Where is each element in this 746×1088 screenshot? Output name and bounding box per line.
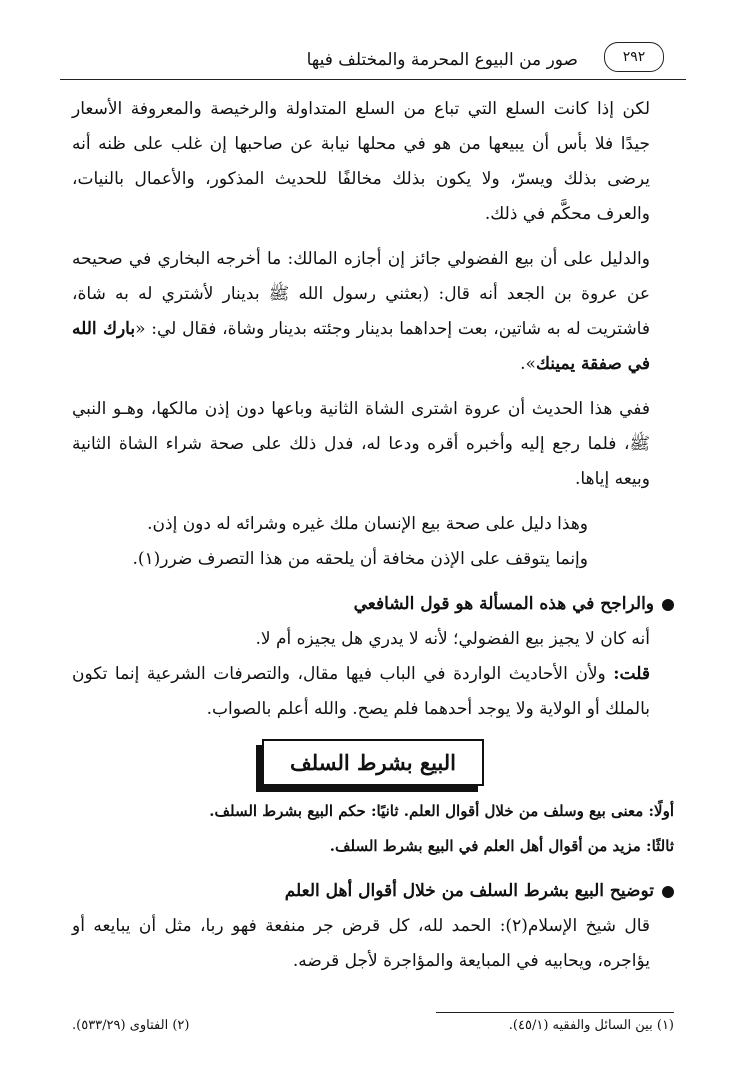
paragraph-5: وإنما يتوقف على الإذن مخافة أن يلحقه من هذا التصرف ضرر(١). bbox=[132, 549, 588, 569]
bullet-heading-1-text: والراجح في هذه المسألة هو قول الشافعي bbox=[353, 594, 654, 614]
paragraph-8: قال شيخ الإسلام(٢): الحمد لله، كل قرض جر منفعة فهو ربا، مثل أن يبايعه أو يؤاجره، ويحابيه في المبايعة والمؤاجرة لأجل قرضه. bbox=[72, 916, 651, 971]
bullet-icon bbox=[662, 599, 674, 611]
footnote-rule bbox=[436, 1012, 674, 1013]
footnotes bbox=[72, 1018, 674, 1033]
bullet-heading-1 bbox=[72, 587, 674, 622]
paragraph-7 bbox=[72, 657, 674, 727]
toc-line-1: أولًا: معنى بيع وسلف من خلال أقوال العلم. ثانيًا: حكم البيع بشرط السلف. bbox=[209, 802, 674, 820]
paragraph-2-lead: والدليل على أن بيع الفضولي جائز إن أجازه المالك: ما أخرجه البخاري في صحيحه عن عروة بن الجعد أنه قال: (بعثني رسول الله ﷺ بدينار لأشتري له به شاة، فاشتريت له به شاتين، بعت إحداهما بدينار وجئته بدينار وشاة، فقال لي: « bbox=[72, 249, 650, 339]
paragraph-2-tail: ». bbox=[520, 354, 536, 374]
hadith-quote: بارك الله في صفقة يمينك bbox=[72, 319, 650, 374]
bullet-icon bbox=[662, 886, 674, 898]
section-heading-wrap bbox=[72, 739, 674, 786]
paragraph-1: لكن إذا كانت السلع التي تباع من السلع المتداولة والرخيصة والمعروفة الأسعار جيدًا فلا بأس أن يبيعها من هو في محلها نيابة عن صاحبها إن غلب على ظنه أنه يرضى بذلك ويسرّ، ولا يكون بذلك مخالفًا للحديث المذكور، والأعمال بالنيات، والعرف محكَّم في ذلك. bbox=[72, 99, 650, 224]
footnote-1: (١) بين السائل والفقيه (٤٥/١). bbox=[508, 1018, 674, 1033]
running-title: صور من البيوع المحرمة والمختلف فيها bbox=[306, 50, 578, 70]
page-number-badge bbox=[604, 42, 664, 72]
note-label: قلت: bbox=[613, 664, 650, 684]
paragraph-4: وهذا دليل على صحة بيع الإنسان ملك غيره وشرائه له دون إذن. bbox=[147, 514, 588, 534]
paragraph-7-text: ولأن الأحاديث الواردة في الباب فيها مقال، والتصرفات الشرعية إنما تكون بالملك أو الولاية ولا يوجد أحدهما فلم يصح. والله أعلم بالصواب. bbox=[72, 664, 650, 719]
header-rule bbox=[60, 79, 686, 80]
toc-line-2: ثالثًا: مزيد من أقوال أهل العلم في البيع بشرط السلف. bbox=[329, 837, 674, 855]
footnote-2: (٢) الفتاوى (٥٣٣/٢٩). bbox=[72, 1018, 190, 1033]
body-text bbox=[72, 92, 674, 989]
paragraph-3: ففي هذا الحديث أن عروة اشترى الشاة الثانية وباعها دون إذن مالكها، وهـو النبي ﷺ، فلما رجع إليه وأخبره أقره ودعا له، فدل ذلك على صحة شراء الشاة الثانية وبيعه إياها. bbox=[72, 399, 650, 489]
running-header bbox=[60, 38, 686, 82]
bullet-heading-2-text: توضيح البيع بشرط السلف من خلال أقوال أهل العلم bbox=[284, 881, 654, 901]
section-heading: البيع بشرط السلف bbox=[262, 739, 484, 786]
paragraph-6: أنه كان لا يجيز بيع الفضولي؛ لأنه لا يدري هل يجيزه أم لا. bbox=[255, 629, 650, 649]
bullet-heading-2 bbox=[72, 874, 674, 909]
page-number: ٢٩٢ bbox=[622, 49, 646, 65]
paragraph-2 bbox=[72, 242, 674, 382]
